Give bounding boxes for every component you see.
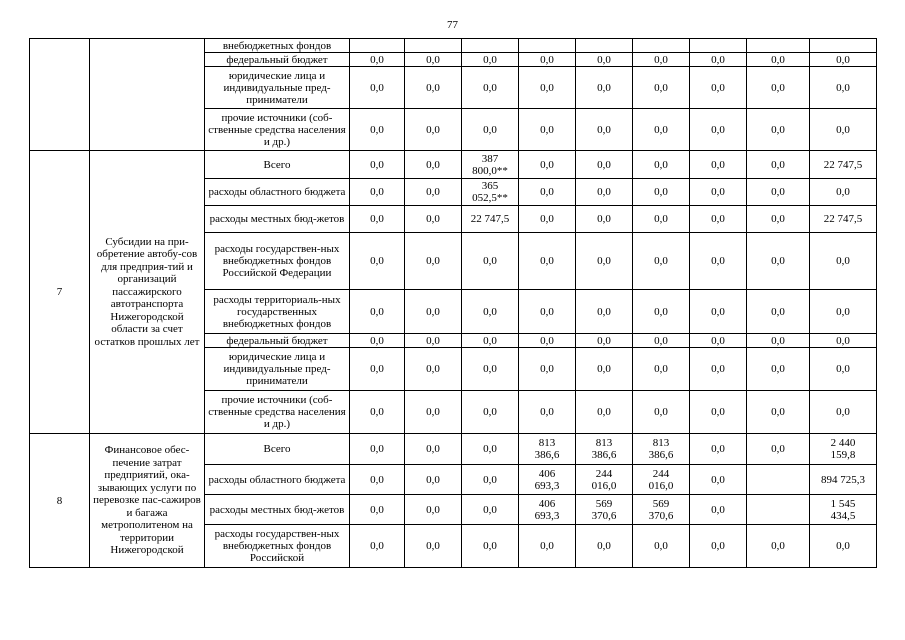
measure-name: Субсидии на при-обретение автобу-сов для предприя-тий и организаций пассажирского автотранспорта Нижегородской области за счет остатков прошлых лет [90,151,205,434]
value-cell: 0,0 [690,233,747,290]
measure-name: Финансовое обес-печение затрат предприятий, ока-зывающих услуги по перевозке пас-сажиров и багажа метрополитеном на территории Нижегородской [90,434,205,568]
value-cell: 0,0 [350,206,405,233]
value-cell: 0,0 [633,290,690,334]
value-cell: 0,0 [405,525,462,568]
value-cell: 0,0 [576,53,633,67]
value-cell: 0,0 [519,206,576,233]
value-cell: 0,0 [405,334,462,348]
value-cell: 0,0 [350,525,405,568]
value-cell [462,39,519,53]
row-index: 7 [30,151,90,434]
value-cell: 0,0 [690,67,747,109]
measure-name [90,39,205,151]
value-cell: 0,0 [350,179,405,206]
funding-source: Всего [205,151,350,179]
value-cell: 0,0 [350,67,405,109]
value-cell: 0,0 [810,290,877,334]
value-cell: 22 747,5 [810,151,877,179]
value-cell: 0,0 [747,179,810,206]
value-cell: 0,0 [350,495,405,525]
value-cell: 406 693,3 [519,495,576,525]
value-cell: 0,0 [350,348,405,391]
value-cell: 0,0 [633,391,690,434]
value-cell: 0,0 [690,206,747,233]
value-cell: 0,0 [405,109,462,151]
value-cell: 0,0 [405,391,462,434]
value-cell: 0,0 [810,525,877,568]
funding-source: расходы государствен-ных внебюджетных фондов Российской Федерации [205,233,350,290]
table-row [30,151,877,179]
table-row [30,39,877,53]
value-cell: 0,0 [576,179,633,206]
value-cell [747,39,810,53]
funding-source: расходы местных бюд-жетов [205,206,350,233]
row-index: 8 [30,434,90,568]
value-cell [519,39,576,53]
value-cell [747,465,810,495]
value-cell: 0,0 [405,495,462,525]
value-cell: 0,0 [405,434,462,465]
value-cell: 0,0 [462,525,519,568]
value-cell: 0,0 [519,334,576,348]
value-cell [633,39,690,53]
value-cell [405,39,462,53]
value-cell: 0,0 [350,334,405,348]
value-cell: 0,0 [462,67,519,109]
value-cell: 0,0 [350,151,405,179]
funding-source: расходы территориаль-ных государственных внебюджетных фондов [205,290,350,334]
value-cell: 0,0 [747,290,810,334]
value-cell: 0,0 [810,67,877,109]
funding-source: расходы местных бюд-жетов [205,495,350,525]
value-cell: 0,0 [690,495,747,525]
value-cell: 0,0 [747,109,810,151]
value-cell: 244 016,0 [576,465,633,495]
funding-source: федеральный бюджет [205,334,350,348]
value-cell [350,39,405,53]
value-cell: 0,0 [633,109,690,151]
value-cell: 387 800,0** [462,151,519,179]
funding-source: расходы областного бюджета [205,465,350,495]
value-cell: 0,0 [405,465,462,495]
value-cell: 0,0 [519,109,576,151]
value-cell: 0,0 [690,53,747,67]
funding-source: юридические лица и индивидуальные пред-приниматели [205,348,350,391]
value-cell: 0,0 [576,348,633,391]
value-cell: 406 693,3 [519,465,576,495]
value-cell: 0,0 [405,233,462,290]
value-cell: 0,0 [633,151,690,179]
value-cell: 0,0 [747,434,810,465]
value-cell: 0,0 [690,465,747,495]
value-cell: 0,0 [519,348,576,391]
value-cell: 0,0 [576,233,633,290]
value-cell: 0,0 [350,53,405,67]
value-cell [576,39,633,53]
value-cell: 0,0 [462,391,519,434]
value-cell: 0,0 [405,179,462,206]
funding-source: юридические лица и индивидуальные пред-приниматели [205,67,350,109]
value-cell: 894 725,3 [810,465,877,495]
value-cell: 0,0 [576,391,633,434]
value-cell: 0,0 [519,53,576,67]
value-cell: 0,0 [576,334,633,348]
funding-source: Всего [205,434,350,465]
value-cell: 0,0 [350,109,405,151]
value-cell: 0,0 [576,151,633,179]
value-cell: 22 747,5 [462,206,519,233]
page-number: 77 [447,19,458,31]
value-cell: 2 440 159,8 [810,434,877,465]
funding-source: расходы областного бюджета [205,179,350,206]
value-cell: 0,0 [462,233,519,290]
value-cell: 0,0 [462,53,519,67]
value-cell: 0,0 [519,391,576,434]
value-cell: 0,0 [747,525,810,568]
value-cell: 0,0 [747,391,810,434]
value-cell: 0,0 [350,465,405,495]
table-row [30,434,877,465]
value-cell: 0,0 [405,151,462,179]
value-cell: 0,0 [350,233,405,290]
value-cell: 0,0 [633,525,690,568]
value-cell: 0,0 [810,334,877,348]
funding-source: прочие источники (соб-ственные средства населения и др.) [205,109,350,151]
value-cell: 0,0 [462,290,519,334]
value-cell: 0,0 [405,53,462,67]
value-cell: 0,0 [633,179,690,206]
value-cell [810,39,877,53]
value-cell: 0,0 [350,434,405,465]
value-cell: 0,0 [350,290,405,334]
value-cell: 0,0 [747,348,810,391]
row-index [30,39,90,151]
value-cell: 0,0 [462,334,519,348]
value-cell: 0,0 [405,290,462,334]
value-cell: 813 386,6 [519,434,576,465]
value-cell: 0,0 [810,391,877,434]
value-cell: 0,0 [747,206,810,233]
value-cell: 0,0 [519,151,576,179]
value-cell: 0,0 [350,391,405,434]
value-cell: 0,0 [747,233,810,290]
value-cell [747,495,810,525]
value-cell: 0,0 [519,179,576,206]
value-cell: 0,0 [633,348,690,391]
value-cell: 0,0 [690,290,747,334]
funding-source: прочие источники (соб-ственные средства населения и др.) [205,391,350,434]
value-cell: 813 386,6 [576,434,633,465]
value-cell: 0,0 [690,391,747,434]
value-cell: 0,0 [519,67,576,109]
value-cell: 0,0 [747,334,810,348]
value-cell: 0,0 [690,109,747,151]
value-cell: 0,0 [405,67,462,109]
value-cell: 0,0 [462,465,519,495]
value-cell: 0,0 [633,334,690,348]
value-cell: 0,0 [519,233,576,290]
value-cell: 0,0 [810,233,877,290]
value-cell: 0,0 [462,109,519,151]
value-cell: 0,0 [747,53,810,67]
value-cell: 0,0 [690,334,747,348]
value-cell: 1 545 434,5 [810,495,877,525]
value-cell: 0,0 [576,67,633,109]
value-cell: 0,0 [519,525,576,568]
value-cell: 0,0 [810,348,877,391]
value-cell: 569 370,6 [576,495,633,525]
value-cell: 0,0 [576,206,633,233]
value-cell: 0,0 [633,67,690,109]
value-cell: 244 016,0 [633,465,690,495]
funding-source: расходы государствен-ных внебюджетных фондов Российской [205,525,350,568]
value-cell: 0,0 [576,290,633,334]
value-cell: 0,0 [810,179,877,206]
value-cell: 0,0 [633,53,690,67]
value-cell: 0,0 [747,67,810,109]
value-cell: 0,0 [633,233,690,290]
value-cell: 813 386,6 [633,434,690,465]
value-cell: 0,0 [690,348,747,391]
value-cell: 0,0 [462,348,519,391]
value-cell: 0,0 [633,206,690,233]
budget-table [29,38,877,568]
value-cell: 0,0 [810,109,877,151]
value-cell [690,39,747,53]
value-cell: 0,0 [462,434,519,465]
value-cell: 569 370,6 [633,495,690,525]
value-cell: 0,0 [690,179,747,206]
funding-source: внебюджетных фондов [205,39,350,53]
value-cell: 0,0 [519,290,576,334]
value-cell: 365 052,5** [462,179,519,206]
value-cell: 0,0 [462,495,519,525]
value-cell: 22 747,5 [810,206,877,233]
value-cell: 0,0 [576,109,633,151]
value-cell: 0,0 [690,525,747,568]
value-cell: 0,0 [747,151,810,179]
value-cell: 0,0 [690,151,747,179]
funding-source: федеральный бюджет [205,53,350,67]
value-cell: 0,0 [690,434,747,465]
value-cell: 0,0 [405,206,462,233]
value-cell: 0,0 [810,53,877,67]
value-cell: 0,0 [576,525,633,568]
value-cell: 0,0 [405,348,462,391]
